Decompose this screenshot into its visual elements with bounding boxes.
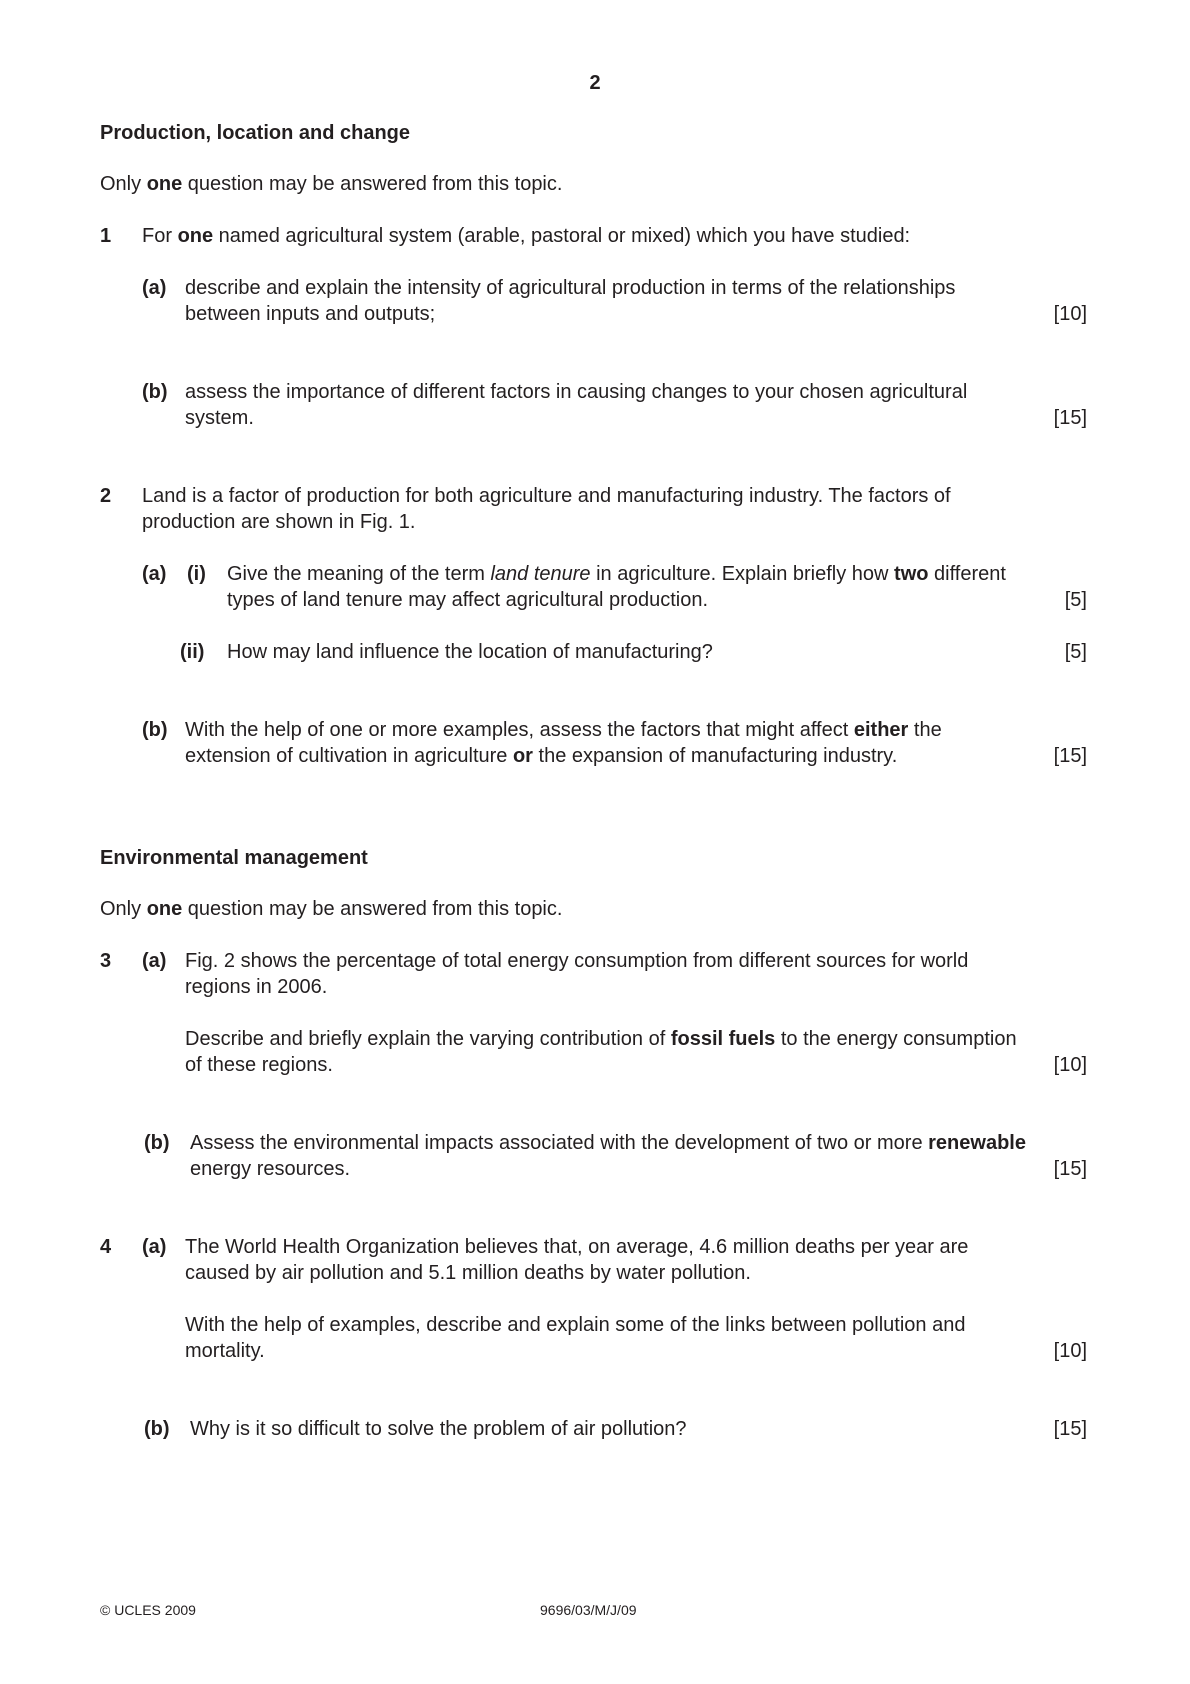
part-label-4a: (a) <box>142 1236 167 1258</box>
part-text: Assess the environmental impacts associated with the development of two or more <box>190 1132 929 1154</box>
subpart-2ai-line1 <box>227 561 1087 587</box>
subpart-2ai-line2: types of land tenure may affect agricultural production. <box>227 589 709 611</box>
note-text: question may be answered from this topic. <box>182 898 563 920</box>
marks-2b: [15] <box>1053 745 1087 767</box>
part-4a-instruction-line1: With the help of examples, describe and explain some of the links between pollution and <box>185 1314 966 1336</box>
note-text: Only <box>100 173 147 195</box>
section-heading-environmental: Environmental management <box>100 847 368 869</box>
question-number-3: 3 <box>100 950 112 972</box>
subpart-text: different <box>928 563 1006 585</box>
part-label-1a: (a) <box>142 277 167 299</box>
footer-copyright: © UCLES 2009 <box>100 1602 196 1618</box>
part-text: the expansion of manufacturing industry. <box>532 745 898 767</box>
part-emphasis: or <box>512 745 533 767</box>
note-emphasis: one <box>146 898 183 920</box>
part-text: the <box>908 719 942 741</box>
part-1a-line2: between inputs and outputs; <box>185 303 436 325</box>
stem-text: For <box>142 225 178 247</box>
marks-4b: [15] <box>1053 1418 1087 1440</box>
part-4a-line1: The World Health Organization believes that, on average, 4.6 million deaths per year are <box>185 1236 969 1258</box>
part-3b-line2: energy resources. <box>190 1158 351 1180</box>
page-number: 2 <box>589 72 601 94</box>
part-3a-instruction-line1 <box>185 1026 1087 1052</box>
section-heading-production: Production, location and change <box>100 122 411 144</box>
part-3a-line2: regions in 2006. <box>185 976 328 998</box>
part-emphasis: either <box>853 719 909 741</box>
part-3a-instruction-line2: of these regions. <box>185 1054 333 1076</box>
marks-2ai: [5] <box>1064 589 1087 611</box>
note-text: question may be answered from this topic. <box>182 173 563 195</box>
marks-2aii: [5] <box>1064 641 1087 663</box>
part-label-3a: (a) <box>142 950 167 972</box>
part-text: Describe and briefly explain the varying contribution of <box>185 1028 671 1050</box>
stem-emphasis: one <box>177 225 214 247</box>
subpart-2aii-text: How may land influence the location of manufacturing? <box>227 641 713 663</box>
part-label-2b: (b) <box>142 719 168 741</box>
section-note-production <box>100 171 562 197</box>
note-emphasis: one <box>146 173 183 195</box>
subpart-emphasis: two <box>894 563 929 585</box>
marks-4a: [10] <box>1053 1340 1087 1362</box>
part-label-3b: (b) <box>144 1132 170 1154</box>
question-1-stem <box>142 223 910 249</box>
part-label-1b: (b) <box>142 381 168 403</box>
marks-3b: [15] <box>1053 1158 1087 1180</box>
part-label-4b: (b) <box>144 1418 170 1440</box>
part-4a-line2: caused by air pollution and 5.1 million deaths by water pollution. <box>185 1262 751 1284</box>
footer-paper-code: 9696/03/M/J/09 <box>540 1602 637 1618</box>
part-2b-line1 <box>185 717 1087 743</box>
stem-text: named agricultural system (arable, pastoral or mixed) which you have studied: <box>213 225 911 247</box>
part-text: to the energy consumption <box>775 1028 1017 1050</box>
note-text: Only <box>100 898 147 920</box>
marks-1b: [15] <box>1053 407 1087 429</box>
question-number-2: 2 <box>100 485 112 507</box>
part-4b-text: Why is it so difficult to solve the problem of air pollution? <box>190 1418 687 1440</box>
part-text: With the help of one or more examples, assess the factors that might affect <box>185 719 854 741</box>
part-1b-line1: assess the importance of different factors in causing changes to your chosen agricultural <box>185 381 968 403</box>
part-1b-line2: system. <box>185 407 254 429</box>
part-1a-line1: describe and explain the intensity of agricultural production in terms of the relationships <box>185 277 956 299</box>
question-number-1: 1 <box>100 225 112 247</box>
question-number-4: 4 <box>100 1236 112 1258</box>
part-3a-line1: Fig. 2 shows the percentage of total energy consumption from different sources for world <box>185 950 969 972</box>
part-4a-instruction-line2: mortality. <box>185 1340 265 1362</box>
question-2-stem-line1: Land is a factor of production for both agriculture and manufacturing industry. The factors of <box>142 485 951 507</box>
subpart-label-2ai: (i) <box>187 563 206 585</box>
term-land-tenure: land tenure <box>490 563 591 585</box>
subpart-label-2aii: (ii) <box>180 641 205 663</box>
question-2-stem-line2: production are shown in Fig. 1. <box>142 511 416 533</box>
marks-3a: [10] <box>1053 1054 1087 1076</box>
subpart-text: in agriculture. Explain briefly how <box>590 563 895 585</box>
part-text: extension of cultivation in agriculture <box>185 745 513 767</box>
part-label-2a: (a) <box>142 563 167 585</box>
marks-1a: [10] <box>1053 303 1087 325</box>
part-emphasis: renewable <box>928 1132 1026 1154</box>
part-2b-line2 <box>185 743 897 769</box>
part-emphasis: fossil fuels <box>670 1028 776 1050</box>
part-3b-line1 <box>190 1130 1087 1156</box>
section-note-environmental <box>100 896 562 922</box>
subpart-text: Give the meaning of the term <box>227 563 491 585</box>
